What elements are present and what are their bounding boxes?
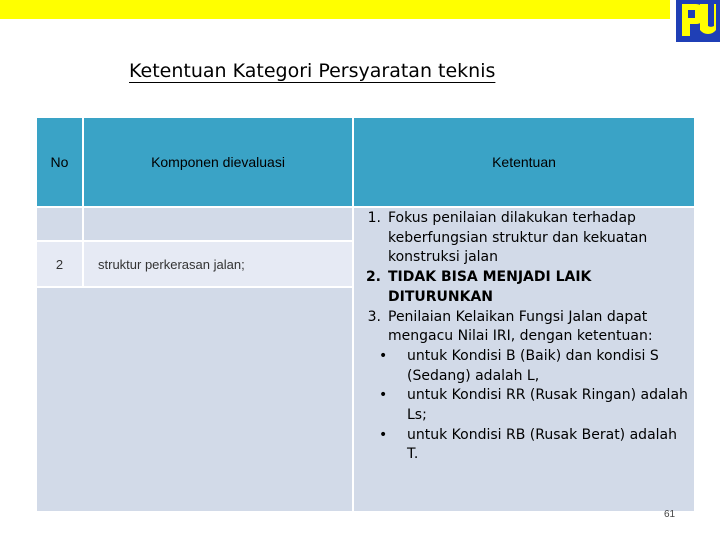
ketentuan-item-2-number: 2. <box>365 269 381 286</box>
ketentuan-item-1-number: 1. <box>367 210 381 226</box>
ketentuan-item-3-number: 3. <box>367 308 381 325</box>
ketentuan-bullet-1 <box>357 347 692 386</box>
ketentuan-bullet-3-text: untuk Kondisi RB (Rusak Berat) adalah T. <box>407 426 677 463</box>
row-no-cell <box>37 242 82 286</box>
page-title: Ketentuan Kategori Persyaratan teknis <box>129 60 496 82</box>
header-ketentuan <box>354 118 694 206</box>
ketentuan-bullet-2-text: untuk Kondisi RR (Rusak Ringan) adalah Ls; <box>407 387 688 424</box>
ketentuan-item-3-text: Penilaian Kelaikan Fungsi Jalan dapat mengacu Nilai IRI, dengan ketentuan: <box>388 308 653 345</box>
bullet-icon: • <box>379 387 388 404</box>
header-komponen <box>84 118 352 206</box>
ketentuan-item-2 <box>357 268 692 307</box>
top-accent-bar <box>0 0 670 19</box>
ketentuan-item-1-text: Fokus penilaian dilakukan terhadap keberfungsian struktur dan kekuatan konstruksi jalan <box>388 210 648 266</box>
ketentuan-bullet-1-text: untuk Kondisi B (Baik) dan kondisi S (Sedang) adalah L, <box>407 347 659 384</box>
header-no <box>37 118 82 206</box>
ketentuan-item-3 <box>357 308 692 347</box>
row-komponen-value: struktur perkerasan jalan; <box>98 256 245 272</box>
bullet-icon: • <box>379 426 388 443</box>
ministry-logo-icon <box>676 0 720 42</box>
empty-row-no <box>37 208 82 240</box>
page-number: 61 <box>664 509 676 520</box>
header-no-label: No <box>50 154 69 170</box>
header-ketentuan-label: Ketentuan <box>492 154 556 170</box>
ketentuan-list <box>357 209 692 465</box>
row-no-value: 2 <box>55 256 64 272</box>
ketentuan-item-2-text: TIDAK BISA MENJADI LAIK DITURUNKAN <box>388 269 592 305</box>
ketentuan-item-1 <box>357 209 692 268</box>
ketentuan-bullet-2 <box>357 386 692 425</box>
filler-left <box>37 288 352 511</box>
bullet-icon: • <box>379 347 388 364</box>
header-komponen-label: Komponen dievaluasi <box>151 154 285 170</box>
empty-row-komponen <box>84 208 352 240</box>
row-komponen-cell <box>84 242 352 286</box>
ketentuan-bullet-3 <box>357 426 692 465</box>
